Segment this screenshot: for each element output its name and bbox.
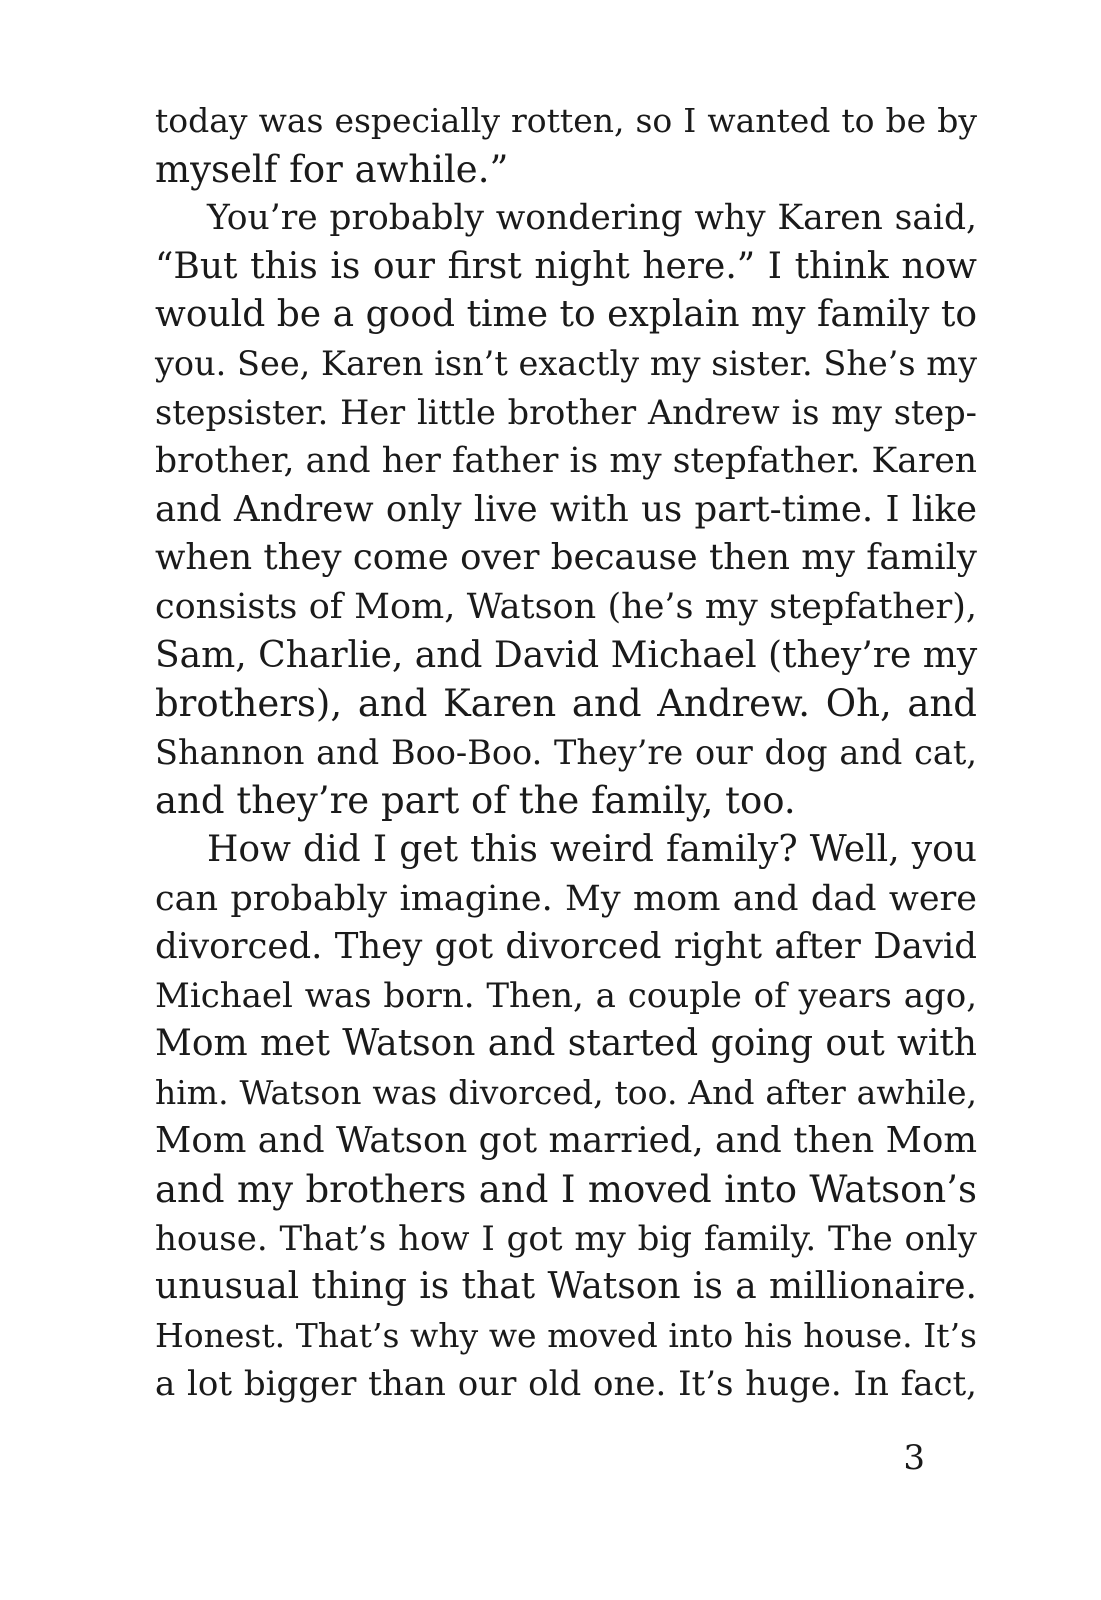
text-line: a lot bigger than our old one. It’s huge. In fact,	[155, 1364, 977, 1405]
text-line: Shannon and Boo-Boo. They’re our dog and cat,	[155, 732, 977, 772]
text-line: you. See, Karen isn’t exactly my sister. She’s my	[155, 343, 977, 383]
text-line: would be a good time to explain my family to	[155, 294, 977, 336]
page-number: 3	[903, 1438, 925, 1478]
text-line: How did I get this weird family? Well, you	[207, 828, 977, 870]
text-line: Mom and Watson got married, and then Mom	[155, 1120, 977, 1162]
text-line: You’re probably wondering why Karen said,	[207, 198, 977, 239]
text-line: Sam, Charlie, and David Michael (they’re my	[155, 634, 978, 676]
text-line: unusual thing is that Watson is a millionaire.	[155, 1266, 977, 1308]
text-line: and they’re part of the family, too.	[155, 779, 796, 823]
text-line: when they come over because then my family	[155, 537, 977, 579]
text-line: brother, and her father is my stepfather. Karen	[155, 441, 977, 482]
text-line: and Andrew only live with us part-time. I like	[155, 488, 977, 530]
text-line: him. Watson was divorced, too. And after awhile,	[155, 1072, 977, 1112]
text-line: house. That’s how I got my big family. The only	[155, 1218, 977, 1259]
text-line: and my brothers and I moved into Watson’s	[155, 1168, 977, 1212]
body-text	[155, 97, 977, 1409]
text-line: can probably imagine. My mom and dad were	[155, 878, 977, 919]
text-line: divorced. They got divorced right after David	[155, 926, 977, 968]
text-line: Honest. That’s why we moved into his house. It’s	[155, 1315, 977, 1355]
text-line: Michael was born. Then, a couple of years ago,	[155, 975, 977, 1016]
text-line: consists of Mom, Watson (he’s my stepfather),	[155, 586, 977, 627]
text-line: Mom met Watson and started going out with	[155, 1023, 977, 1065]
text-line: “But this is our first night here.” I think now	[155, 245, 977, 287]
text-line: stepsister. Her little brother Andrew is my step-	[155, 392, 977, 432]
text-line: brothers), and Karen and Andrew. Oh, and	[155, 682, 977, 726]
text-line: today was especially rotten, so I wanted to be by	[155, 101, 977, 140]
text-line: myself for awhile.”	[155, 147, 509, 191]
